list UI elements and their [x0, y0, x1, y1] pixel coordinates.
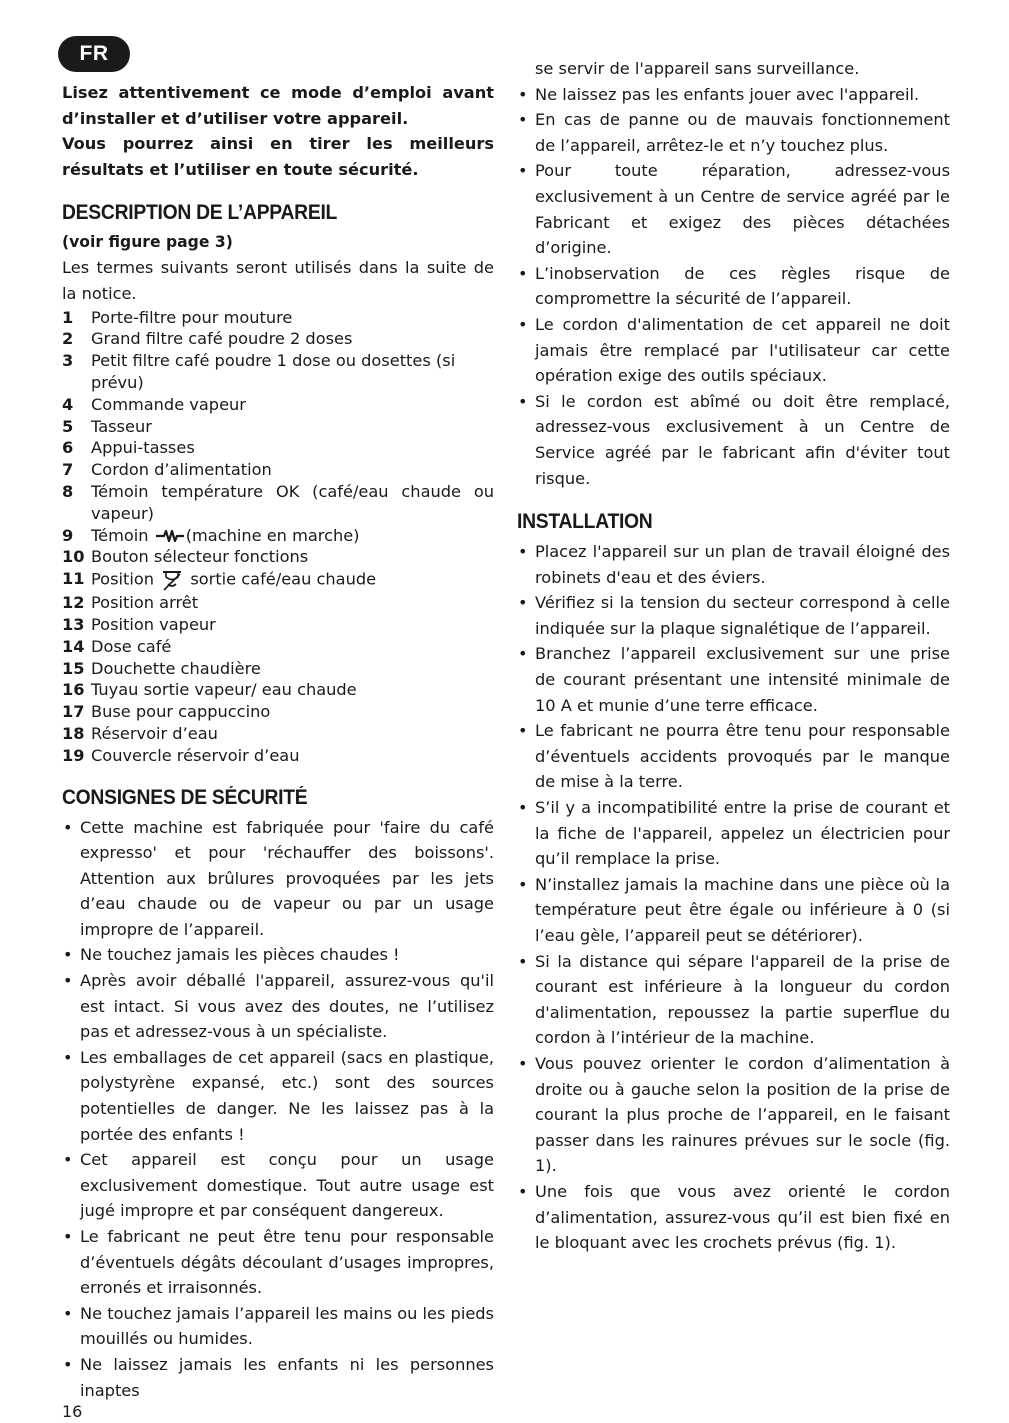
intro-paragraph-2: Vous pourrez ainsi en tirer les meilleurs résultats et l’utiliser en toute sécurité.	[62, 134, 494, 179]
item-text: Tuyau sortie vapeur/ eau chaude	[91, 680, 357, 700]
item-number: 7	[62, 460, 74, 480]
safety-heading: CONSIGNES DE SÉCURITÉ	[62, 785, 308, 809]
item-text: Cordon d’alimentation	[91, 460, 272, 480]
item-text-post: (machine en marche)	[185, 525, 360, 545]
list-item: • S’il y a incompatibilité entre la prise de courant et la fiche de l'appareil, appelez un électricien pour qu’il remplace la prise.	[517, 795, 950, 872]
list-item	[62, 394, 494, 416]
list-item	[62, 723, 494, 745]
description-heading: DESCRIPTION DE L’APPAREIL	[62, 201, 338, 225]
item-number: 17	[62, 702, 85, 722]
list-item: • Si la distance qui sépare l'appareil de la prise de courant est inférieure à la longueur du cordon d'alimentation, repoussez la partie superflue du cordon à l’intérieur de la machine.	[517, 949, 950, 1051]
item-text: Position arrêt	[91, 593, 199, 613]
item-number: 4	[62, 394, 74, 414]
left-column	[62, 80, 494, 1403]
list-item: • N’installez jamais la machine dans une pièce où la température peut être égale ou inférieure à 0 (si l’eau gèle, l’appareil peut se détériorer).	[517, 872, 950, 949]
item-text: Appui-tasses	[91, 438, 195, 458]
item-number: 1	[62, 307, 74, 327]
list-item: • Les emballages de cet appareil (sacs en plastique, polystyrène expansé, etc.) sont des sources potentielles de danger. Ne les laissez pas à la portée des enfants !	[62, 1045, 494, 1147]
list-item: • Ne touchez jamais l’appareil les mains ou les pieds mouillés ou humides.	[62, 1301, 494, 1352]
item-text: Bouton sélecteur fonctions	[91, 547, 309, 567]
list-item: • Après avoir déballé l'appareil, assurez-vous qu'il est intact. Si vous avez des doutes, ne l’utilisez pas et adressez-vous à un spécialiste.	[62, 968, 494, 1045]
list-item	[62, 307, 494, 329]
list-item: • Si le cordon est abîmé ou doit être remplacé, adressez-vous exclusivement à un Centre de Service agréé par le fabricant afin d'éviter tout risque.	[517, 389, 950, 491]
description-text: Les termes suivants seront utilisés dans la suite de la notice.	[62, 258, 494, 303]
item-number: 6	[62, 438, 74, 458]
list-item: • Ne laissez jamais les enfants ni les personnes inaptes	[62, 1352, 494, 1403]
list-item	[62, 328, 494, 350]
item-text: Couvercle réservoir d’eau	[91, 745, 300, 765]
list-item	[62, 614, 494, 636]
item-text: Douchette chaudière	[91, 658, 261, 678]
list-item	[62, 437, 494, 459]
list-item	[62, 481, 494, 525]
list-item: • Une fois que vous avez orienté le cordon d’alimentation, assurez-vous qu’il est bien fixé en le bloquant avec les crochets prévus (fig. 1).	[517, 1179, 950, 1256]
item-text-post: sortie café/eau chaude	[190, 569, 377, 589]
list-item: • Cette machine est fabriquée pour 'faire du café expresso' et pour 'réchauffer des boissons'. Attention aux brûlures provoquées par les jets d’eau chaude ou de vapeur ou par un usage impropre de l’appareil.	[62, 815, 494, 943]
list-item: • Ne touchez jamais les pièces chaudes !	[62, 942, 494, 968]
list-item	[62, 568, 494, 592]
item-number: 15	[62, 658, 85, 678]
list-item: • Pour toute réparation, adressez-vous exclusivement à un Centre de service agréé par le Fabricant et exigez des pièces détachées d’origine.	[517, 158, 950, 260]
item-text: Porte-filtre pour mouture	[91, 307, 293, 327]
power-wave-icon	[155, 529, 185, 543]
list-item: • Le fabricant ne peut être tenu pour responsable d’éventuels dégâts découlant d’usages impropres, erronés et irraisonnés.	[62, 1224, 494, 1301]
list-item	[62, 459, 494, 481]
safety-list-continued	[517, 82, 950, 492]
list-item: • Vous pouvez orienter le cordon d’alimentation à droite ou à gauche selon la position de la prise de courant la plus proche de l’appareil, en le faisant passer dans les rainures prévues sur le socle (fig. 1).	[517, 1051, 950, 1179]
list-item	[62, 546, 494, 568]
list-item: • Vérifiez si la tension du secteur correspond à celle indiquée sur la plaque signalétique de l’appareil.	[517, 590, 950, 641]
item-number: 16	[62, 680, 85, 700]
item-text: Tasseur	[91, 416, 152, 436]
parts-list	[62, 307, 494, 767]
list-item	[62, 525, 494, 547]
item-number: 10	[62, 547, 85, 567]
installation-heading: INSTALLATION	[517, 510, 653, 534]
item-number: 11	[62, 569, 85, 589]
item-number: 14	[62, 636, 85, 656]
list-item	[62, 679, 494, 701]
item-number: 3	[62, 351, 74, 371]
right-column	[517, 56, 950, 1256]
item-text: Dose café	[91, 636, 172, 656]
description-subtitle: (voir figure page 3)	[62, 233, 233, 252]
list-item	[62, 658, 494, 680]
item-text: Témoin température OK (café/eau chaude ou vapeur)	[91, 481, 494, 523]
intro-paragraph-1: Lisez attentivement ce mode d’emploi avant d’installer et d’utiliser votre appareil.	[62, 83, 494, 128]
item-text: Buse pour cappuccino	[91, 702, 271, 722]
item-number: 9	[62, 525, 74, 545]
item-text-pre: Position	[91, 569, 155, 589]
list-item	[62, 701, 494, 723]
item-text-pre: Témoin	[91, 525, 149, 545]
safety-continuation: se servir de l'appareil sans surveillance.	[535, 59, 860, 78]
list-item	[62, 745, 494, 767]
list-item: • Branchez l’appareil exclusivement sur une prise de courant présentant une intensité minimale de 10 A et munie d’une terre efficace.	[517, 641, 950, 718]
list-item: • Ne laissez pas les enfants jouer avec l'appareil.	[517, 82, 950, 108]
item-text: Grand filtre café poudre 2 doses	[91, 329, 353, 349]
item-number: 18	[62, 723, 85, 743]
item-text: Commande vapeur	[91, 394, 246, 414]
item-text: Position vapeur	[91, 614, 216, 634]
list-item: • En cas de panne ou de mauvais fonctionnement de l’appareil, arrêtez-le et n’y touchez plus.	[517, 107, 950, 158]
safety-list	[62, 815, 494, 1404]
item-number: 8	[62, 481, 74, 501]
list-item	[62, 350, 494, 394]
page-number: 16	[62, 1402, 83, 1421]
list-item: • L’inobservation de ces règles risque de compromettre la sécurité de l’appareil.	[517, 261, 950, 312]
list-item	[62, 592, 494, 614]
item-number: 12	[62, 593, 85, 613]
list-item: • Cet appareil est conçu pour un usage exclusivement domestique. Tout autre usage est jugé impropre et par conséquent dangereux.	[62, 1147, 494, 1224]
item-text: Réservoir d’eau	[91, 723, 218, 743]
item-text: Petit filtre café poudre 1 dose ou dosettes (si prévu)	[91, 351, 456, 392]
item-number: 5	[62, 416, 74, 436]
list-item: • Placez l'appareil sur un plan de travail éloigné des robinets d'eau et des éviers.	[517, 539, 950, 590]
list-item	[62, 416, 494, 438]
item-number: 19	[62, 745, 85, 765]
language-badge: FR	[58, 36, 130, 72]
list-item: • Le fabricant ne pourra être tenu pour responsable d’éventuels accidents provoqués par le manque de mise à la terre.	[517, 718, 950, 795]
list-item	[62, 636, 494, 658]
item-number: 13	[62, 614, 85, 634]
coffee-hot-water-icon	[160, 568, 184, 592]
installation-list	[517, 539, 950, 1256]
item-number: 2	[62, 329, 74, 349]
list-item: • Le cordon d'alimentation de cet appareil ne doit jamais être remplacé par l'utilisateur car cette opération exige des outils spéciaux.	[517, 312, 950, 389]
